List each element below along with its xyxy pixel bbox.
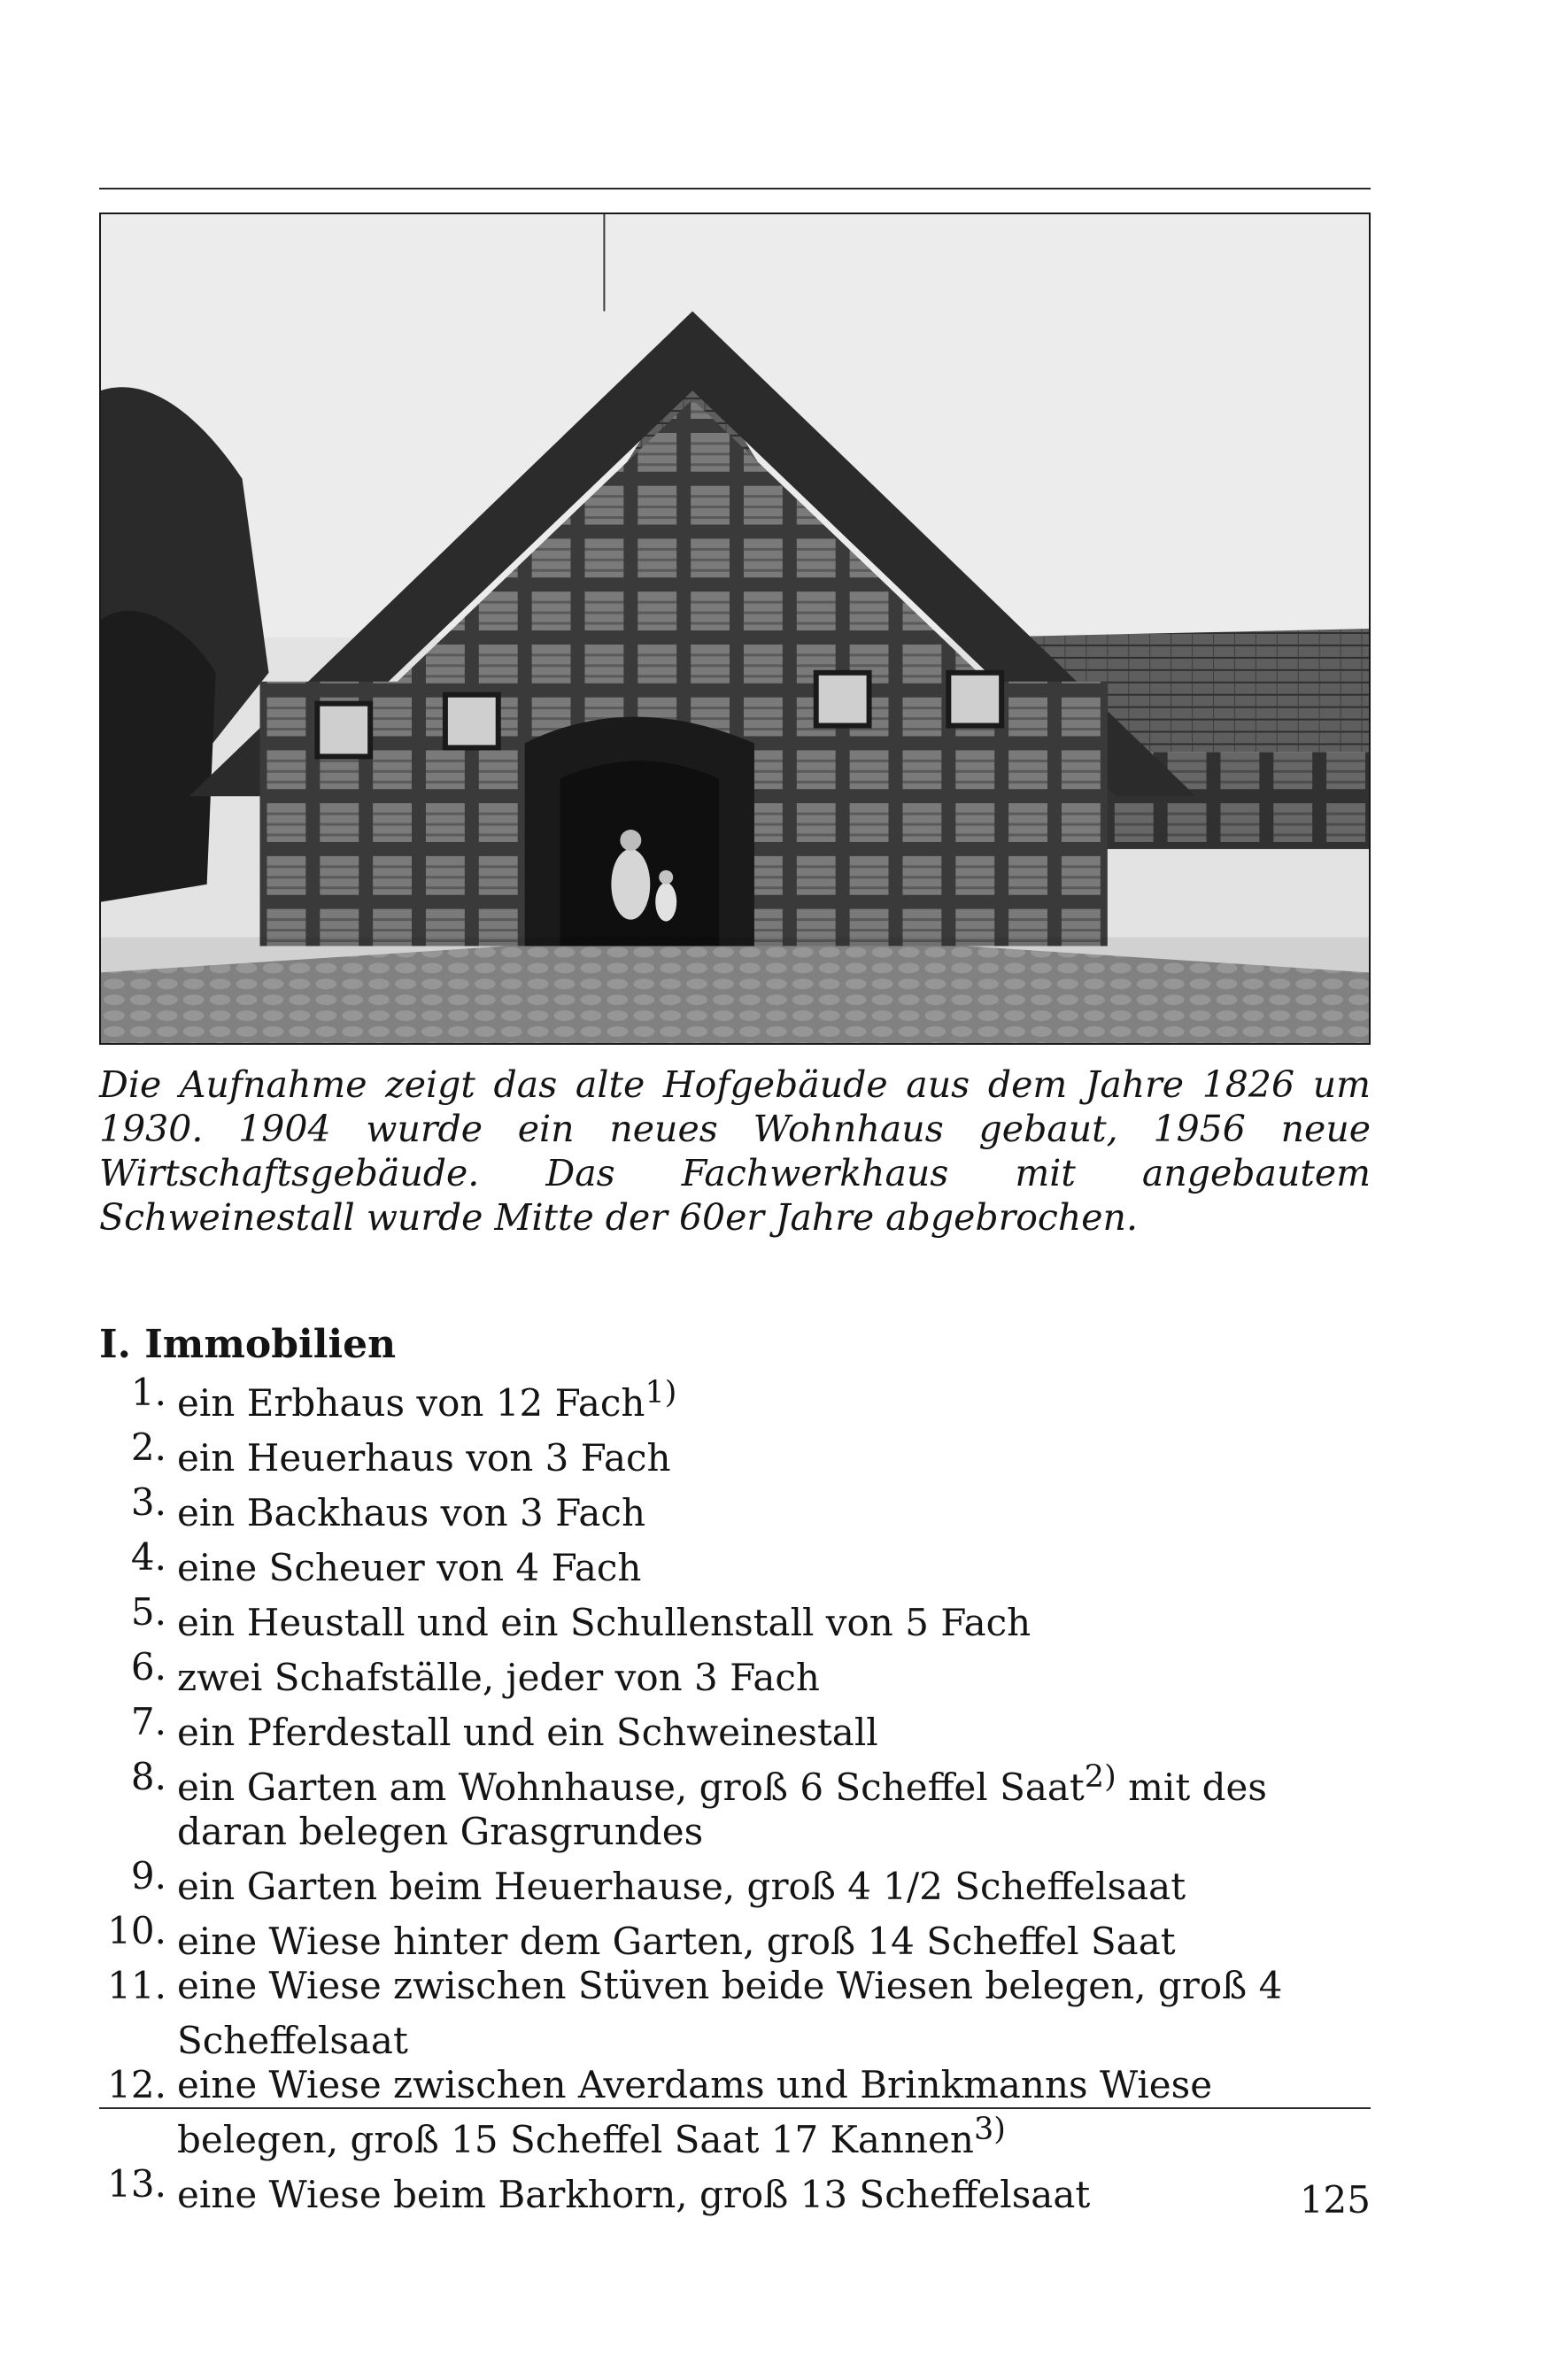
list-item	[99, 1700, 1371, 1755]
footnote-marker: 3)	[973, 2112, 1006, 2147]
item-number: 1.	[130, 1371, 166, 1414]
farmhouse-photo	[99, 212, 1371, 1045]
photo-caption: Die Aufnahme zeigt das alte Hofgebäude aus dem Jahre 1826 um 1930. 1904 wurde ein neues Wohnhaus gebaut, 1956 neue Wirtschaftsgebäude. Das Fachwerkhaus mit angebautem Schweinestall wurde Mitte der 60er Jahre abgebrochen.	[99, 1063, 1371, 1239]
item-number: 12.	[107, 2063, 166, 2106]
footnote-marker: 2)	[1084, 1759, 1116, 1795]
item-number: 8.	[130, 1755, 166, 1798]
bottom-rule	[99, 2107, 1371, 2109]
section-heading: I. Immobilien	[99, 1322, 397, 1367]
list-item	[99, 1371, 1371, 1426]
item-text: eine Scheuer von 4 Fach	[177, 1546, 642, 1589]
page-number: 125	[1299, 2178, 1371, 2222]
item-number: 11.	[107, 1964, 166, 2007]
item-text: eine Wiese beim Barkhorn, groß 13 Scheffelsaat	[177, 2173, 1091, 2216]
item-text: eine Wiese hinter dem Garten, groß 14 Scheffel Saat	[177, 1920, 1176, 1963]
list-item	[99, 2063, 1371, 2162]
item-text: ein Garten am Wohnhause, groß 6 Scheffel Saat$^{2)}$ mit des daran belegen Grasgrundes	[177, 1759, 1267, 1853]
item-number: 5.	[130, 1590, 166, 1634]
item-text: ein Heustall und ein Schullenstall von 5 Fach	[177, 1601, 1031, 1644]
list-item	[99, 1909, 1371, 1964]
item-number: 9.	[130, 1854, 166, 1897]
list-item	[99, 1964, 1371, 2063]
item-text: ein Pferdestall und ein Schweinestall	[177, 1711, 878, 1754]
item-text: eine Wiese zwischen Stüven beide Wiesen belegen, groß 4 Scheffelsaat	[177, 1964, 1283, 2062]
item-number: 7.	[130, 1700, 166, 1743]
list-item	[99, 1755, 1371, 1854]
item-number: 2.	[130, 1426, 166, 1469]
list-item	[99, 1645, 1371, 1700]
item-text: ein Backhaus von 3 Fach	[177, 1491, 645, 1534]
list-item	[99, 1480, 1371, 1535]
item-text: ein Heuerhaus von 3 Fach	[177, 1436, 671, 1480]
footnote-marker: 1)	[645, 1375, 677, 1410]
list-item	[99, 1426, 1371, 1480]
list-item	[99, 1854, 1371, 1909]
item-number: 4.	[130, 1535, 166, 1579]
list-item	[99, 1535, 1371, 1590]
farmhouse-illustration	[101, 214, 1369, 1043]
item-number: 13.	[107, 2162, 166, 2206]
property-list	[99, 1371, 1371, 2217]
list-item	[99, 2162, 1371, 2217]
item-text: zwei Schafställe, jeder von 3 Fach	[177, 1656, 820, 1699]
item-text: eine Wiese zwischen Averdams und Brinkmanns Wiese belegen, groß 15 Scheffel Saat 17 Kannen$^{3)}$	[177, 2063, 1213, 2161]
item-text: ein Erbhaus von 12 Fach$^{1)}$	[177, 1375, 677, 1425]
item-number: 10.	[107, 1909, 166, 1952]
item-number: 3.	[130, 1480, 166, 1524]
list-item	[99, 1590, 1371, 1645]
top-rule	[99, 188, 1371, 189]
item-number: 6.	[130, 1645, 166, 1688]
item-text: ein Garten beim Heuerhause, groß 4 1/2 Scheffelsaat	[177, 1865, 1186, 1908]
